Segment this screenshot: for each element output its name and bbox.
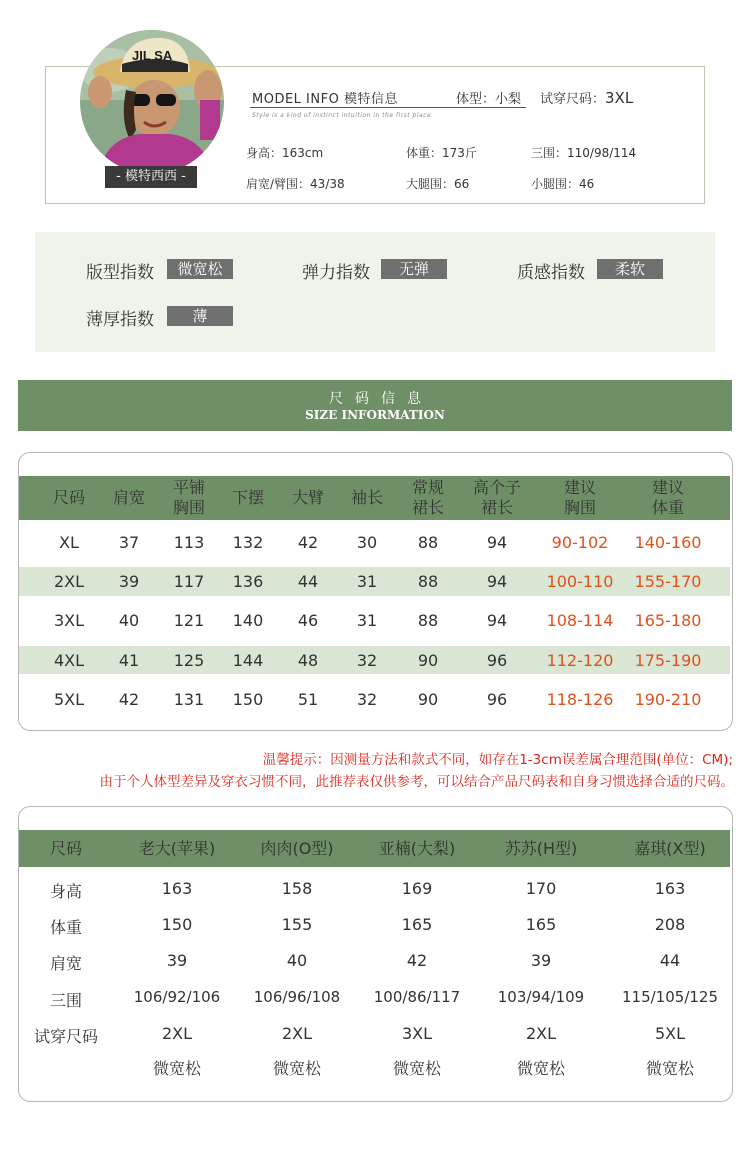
size-cell-r2-c9: 165-180: [634, 611, 702, 630]
fit-cell-r1-c4: 165: [525, 915, 557, 934]
fit-cell-r3-c3: 100/86/117: [373, 988, 461, 1006]
size-cell-r0-c0: XL: [59, 533, 79, 552]
size-header-col-7: [473, 478, 521, 518]
fit-cell-r1-c3: 165: [401, 915, 433, 934]
size-cell-r2-c8: 108-114: [546, 611, 614, 630]
size-cell-r2-c4: 46: [297, 611, 319, 630]
size-header-line: 平铺: [172, 478, 206, 497]
size-cell-r4-c9: 190-210: [634, 690, 702, 709]
fit-cell-r3-c5: 115/105/125: [622, 988, 718, 1006]
size-header-line: 建议: [563, 478, 597, 497]
size-cell-r1-c5: 31: [356, 572, 378, 591]
size-cell-r2-c6: 88: [417, 611, 439, 630]
size-header-line: 袖长: [350, 488, 384, 507]
warning-line-1: 温馨提示：因测量方法和款式不同，如存在1-3cm误差属合理范围(单位：CM);: [262, 752, 733, 768]
fit-cell-r1-c2: 155: [281, 915, 313, 934]
size-cell-r1-c2: 117: [173, 572, 205, 591]
fit-header-col-3: 亚楠(大梨): [378, 839, 456, 858]
title-underline: [250, 107, 526, 108]
size-cell-r3-c9: 175-190: [634, 651, 702, 670]
index-value-fit: 微宽松: [167, 259, 233, 279]
size-cell-r0-c4: 42: [297, 533, 319, 552]
fit-header-col-0: 尺码: [49, 839, 83, 858]
size-info-banner: [18, 380, 732, 431]
size-header-col-4: [292, 488, 324, 508]
size-cell-r2-c5: 31: [356, 611, 378, 630]
stat-shoulder-arm: 肩宽/臂围：43/38: [246, 177, 345, 191]
size-cell-r3-c6: 90: [417, 651, 439, 670]
fit-header-col-2: 肉肉(O型): [260, 839, 334, 858]
size-cell-r1-c4: 44: [297, 572, 319, 591]
fit-cell-r0-c5: 163: [654, 879, 686, 898]
size-cell-r4-c4: 51: [297, 690, 319, 709]
size-header-line: 建议: [651, 478, 685, 497]
size-header-col-9: [652, 478, 684, 518]
size-cell-r2-c0: 3XL: [53, 611, 85, 630]
size-cell-r3-c0: 4XL: [53, 651, 85, 670]
model-info-title: MODEL INFO 模特信息: [252, 92, 398, 107]
size-cell-r4-c6: 90: [417, 690, 439, 709]
fit-cell-r5-c4: 微宽松: [516, 1059, 566, 1078]
size-header-line: 下摆: [231, 488, 265, 507]
fit-cell-r4-c0: 试穿尺码: [33, 1027, 99, 1046]
fit-cell-r1-c5: 208: [654, 915, 686, 934]
fit-cell-r3-c2: 106/96/108: [253, 988, 341, 1006]
fit-cell-r5-c5: 微宽松: [645, 1059, 695, 1078]
fit-cell-r4-c4: 2XL: [525, 1024, 557, 1043]
size-cell-r4-c1: 42: [118, 690, 140, 709]
size-header-line: 胸围: [172, 498, 206, 517]
stat-measurements: 三围：110/98/114: [531, 146, 637, 160]
size-header-line: 裙长: [480, 498, 514, 517]
size-header-line: 尺码: [52, 488, 86, 507]
size-cell-r0-c9: 140-160: [634, 533, 702, 552]
size-cell-r3-c7: 96: [486, 651, 508, 670]
fit-header-col-4: 苏苏(H型): [504, 839, 578, 858]
fit-cell-r2-c3: 42: [406, 951, 428, 970]
size-header-col-8: [564, 478, 596, 518]
index-label-fit: 版型指数: [86, 263, 154, 283]
size-cell-r4-c3: 150: [232, 690, 264, 709]
hat-text: JIL SA: [132, 48, 173, 63]
fit-header-col-5: 嘉琪(X型): [634, 839, 706, 858]
fit-cell-r3-c4: 103/94/109: [497, 988, 585, 1006]
size-header-line: 高个子: [472, 478, 522, 497]
index-value-texture: 柔软: [597, 259, 663, 279]
fit-cell-r4-c1: 2XL: [161, 1024, 193, 1043]
size-header-col-6: [412, 478, 444, 518]
size-cell-r0-c7: 94: [486, 533, 508, 552]
size-header-col-1: [113, 488, 145, 508]
size-cell-r3-c1: 41: [118, 651, 140, 670]
stat-height: 身高：163cm: [246, 146, 324, 160]
model-tagline: Style is a kind of instinct intuition in the first place.: [252, 112, 434, 119]
fit-cell-r1-c0: 体重: [49, 918, 83, 937]
size-cell-r2-c2: 121: [173, 611, 205, 630]
size-cell-r3-c3: 144: [232, 651, 264, 670]
fit-cell-r2-c5: 44: [659, 951, 681, 970]
size-cell-r4-c2: 131: [173, 690, 205, 709]
size-header-line: 体重: [651, 498, 685, 517]
fabric-index-panel: [35, 232, 715, 352]
index-label-thickness: 薄厚指数: [86, 310, 154, 330]
trial-size-label: 试穿尺码：: [540, 92, 606, 107]
index-label-elasticity: 弹力指数: [302, 263, 370, 283]
fit-cell-r0-c1: 163: [161, 879, 193, 898]
model-body-type: 体型：小梨: [456, 92, 522, 107]
size-cell-r1-c7: 94: [486, 572, 508, 591]
size-header-line: 裙长: [411, 498, 445, 517]
stat-weight: 体重：173斤: [406, 146, 477, 160]
size-cell-r3-c2: 125: [173, 651, 205, 670]
size-cell-r0-c8: 90-102: [551, 533, 609, 552]
size-header-col-3: [232, 488, 264, 508]
size-cell-r1-c6: 88: [417, 572, 439, 591]
model-name-badge: - 模特西西 -: [105, 166, 197, 188]
fit-cell-r4-c5: 5XL: [654, 1024, 686, 1043]
model-photo-illustration: [80, 30, 224, 174]
size-cell-r0-c1: 37: [118, 533, 140, 552]
index-value-thickness: 薄: [167, 306, 233, 326]
size-cell-r0-c5: 30: [356, 533, 378, 552]
size-header-line: 大臂: [291, 488, 325, 507]
size-cell-r2-c1: 40: [118, 611, 140, 630]
fit-cell-r3-c1: 106/92/106: [133, 988, 221, 1006]
fit-cell-r3-c0: 三围: [49, 991, 83, 1010]
warning-line-2: 由于个人体型差异及穿衣习惯不同，此推荐表仅供参考，可以结合产品尺码表和自身习惯选择合适的尺码。: [99, 774, 734, 790]
fit-cell-r0-c2: 158: [281, 879, 313, 898]
stat-thigh: 大腿围：66: [406, 177, 470, 191]
fit-table-header: [19, 830, 730, 867]
size-cell-r0-c3: 132: [232, 533, 264, 552]
index-label-texture: 质感指数: [517, 263, 585, 283]
size-header-line: 肩宽: [112, 488, 146, 507]
size-cell-r0-c6: 88: [417, 533, 439, 552]
size-cell-r1-c9: 155-170: [634, 572, 702, 591]
fit-header-col-1: 老大(苹果): [138, 839, 216, 858]
size-header-col-5: [351, 488, 383, 508]
size-header-line: 常规: [411, 478, 445, 497]
size-cell-r3-c5: 32: [356, 651, 378, 670]
index-value-elasticity: 无弹: [381, 259, 447, 279]
size-cell-r1-c1: 39: [118, 572, 140, 591]
fit-cell-r2-c2: 40: [286, 951, 308, 970]
fit-cell-r2-c4: 39: [530, 951, 552, 970]
size-cell-r0-c2: 113: [173, 533, 205, 552]
size-cell-r2-c7: 94: [486, 611, 508, 630]
size-header-line: 胸围: [563, 498, 597, 517]
banner-title-cn: 尺码信息: [329, 391, 433, 407]
fit-cell-r0-c4: 170: [525, 879, 557, 898]
size-cell-r1-c3: 136: [232, 572, 264, 591]
size-cell-r4-c0: 5XL: [53, 690, 85, 709]
fit-cell-r5-c2: 微宽松: [272, 1059, 322, 1078]
fit-cell-r1-c1: 150: [161, 915, 193, 934]
fit-cell-r2-c0: 肩宽: [49, 954, 83, 973]
fit-cell-r0-c0: 身高: [49, 882, 83, 901]
trial-size-value: 3XL: [605, 89, 634, 107]
size-cell-r3-c4: 48: [297, 651, 319, 670]
fit-cell-r0-c3: 169: [401, 879, 433, 898]
banner-title-en: SIZE INFORMATION: [305, 408, 445, 422]
size-cell-r3-c8: 112-120: [546, 651, 614, 670]
size-cell-r4-c8: 118-126: [546, 690, 614, 709]
model-avatar: [80, 30, 224, 174]
fit-cell-r5-c3: 微宽松: [392, 1059, 442, 1078]
fit-cell-r2-c1: 39: [166, 951, 188, 970]
model-trial-size: [540, 88, 633, 107]
size-header-col-0: [53, 488, 85, 508]
size-cell-r1-c8: 100-110: [546, 572, 614, 591]
size-cell-r2-c3: 140: [232, 611, 264, 630]
size-header-col-2: [173, 478, 205, 518]
size-cell-r4-c5: 32: [356, 690, 378, 709]
fit-cell-r4-c3: 3XL: [401, 1024, 433, 1043]
stat-calf: 小腿围：46: [531, 177, 595, 191]
fit-cell-r5-c1: 微宽松: [152, 1059, 202, 1078]
fit-cell-r4-c2: 2XL: [281, 1024, 313, 1043]
size-cell-r4-c7: 96: [486, 690, 508, 709]
size-cell-r1-c0: 2XL: [53, 572, 85, 591]
